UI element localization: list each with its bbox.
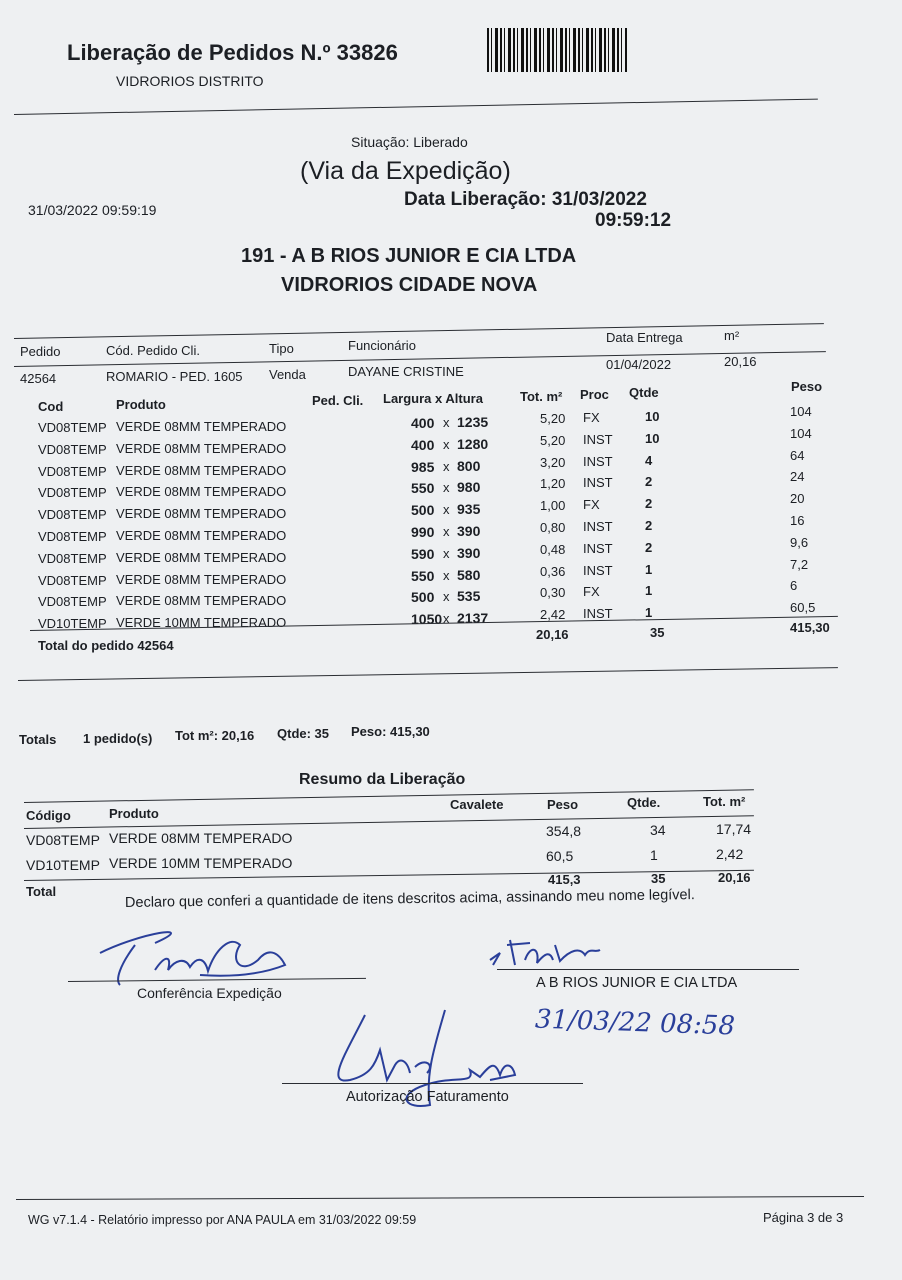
- cell-produto: VERDE 08MM TEMPERADO: [116, 549, 287, 565]
- col-data-entrega: Data Entrega: [606, 330, 683, 345]
- totals-pedidos: 1 pedido(s): [83, 731, 153, 746]
- cell-cod: VD08TEMP: [38, 529, 107, 544]
- cell-x: x: [443, 480, 450, 496]
- document-title: Liberação de Pedidos N.º 33826: [67, 40, 398, 65]
- cell-peso: 60,5: [790, 600, 816, 616]
- cell-largura: 550: [411, 480, 435, 497]
- items-total-qtde: 35: [650, 625, 665, 640]
- totals-row: [0, 724, 902, 748]
- signature-line: [497, 969, 799, 970]
- cell-altura: 580: [457, 566, 481, 583]
- cell-qtde: 2: [645, 496, 653, 512]
- store-name: VIDRORIOS CIDADE NOVA: [281, 274, 538, 296]
- cell-qtde: 10: [645, 409, 660, 424]
- items-total-label: Total do pedido 42564: [38, 638, 174, 653]
- cell-proc: INST: [583, 453, 613, 469]
- signature-conferencia: [80, 915, 320, 995]
- cell-qtde: 1: [645, 583, 653, 599]
- summary-row: [0, 821, 902, 848]
- cell-tot-m2: 0,36: [540, 563, 566, 579]
- cell-produto: VERDE 08MM TEMPERADO: [116, 484, 287, 500]
- cell-tot-m2: 0,30: [540, 585, 566, 601]
- via-label: (Via da Expedição): [300, 157, 511, 185]
- cell-tot-m2: 3,20: [540, 454, 566, 470]
- cell-altura: 800: [457, 457, 481, 474]
- divider: [18, 667, 838, 681]
- cell-cod: VD08TEMP: [38, 594, 107, 610]
- cell-largura: 990: [411, 524, 435, 540]
- order-cod-cli: ROMARIO - PED. 1605: [106, 369, 243, 384]
- cell-cod: VD08TEMP: [38, 572, 107, 588]
- cell-qtde: 2: [645, 518, 653, 533]
- cell-peso: 64: [790, 447, 805, 463]
- col-tipo: Tipo: [269, 341, 294, 356]
- col-tot-m2: Tot. m²: [703, 794, 746, 809]
- cell-cod: VD08TEMP: [38, 550, 107, 566]
- col-tot-m2: Tot. m²: [520, 389, 563, 404]
- divider: [14, 99, 818, 115]
- col-codigo: Código: [26, 808, 71, 823]
- col-produto: Produto: [109, 806, 159, 821]
- cell-produto: VERDE 08MM TEMPERADO: [109, 830, 293, 846]
- cell-largura: 550: [411, 567, 435, 584]
- cell-qtde: 1: [645, 561, 653, 577]
- handwritten-date: 31/03/22 08:58: [534, 1004, 736, 1042]
- cell-largura: 400: [411, 415, 435, 431]
- footer-divider: [16, 1196, 864, 1200]
- cell-largura: 500: [411, 502, 435, 519]
- cell-largura: 1050: [411, 611, 443, 628]
- table-row: [0, 469, 902, 501]
- col-pedido: Pedido: [20, 344, 61, 359]
- barcode: [487, 28, 627, 72]
- col-produto: Produto: [116, 397, 166, 412]
- cell-cod: VD08TEMP: [38, 507, 107, 523]
- cell-largura: 985: [411, 458, 435, 475]
- cell-cod: VD08TEMP: [38, 463, 107, 479]
- cell-altura: 935: [457, 501, 481, 518]
- totals-m2: Tot m²: 20,16: [175, 728, 255, 743]
- cell-largura: 500: [411, 589, 435, 606]
- totals-label: Totals: [19, 732, 57, 747]
- cell-peso: 9,6: [790, 534, 809, 550]
- cell-tot-m2: 1,00: [540, 498, 566, 514]
- col-ped-cli: Ped. Cli.: [312, 393, 364, 408]
- cell-peso: 60,5: [546, 848, 574, 864]
- cell-tot-m2: 0,80: [540, 520, 566, 535]
- release-date: Data Liberação: 31/03/2022: [404, 189, 647, 210]
- summary-total-label: Total: [26, 884, 57, 899]
- cell-x: x: [443, 545, 450, 561]
- cell-tot-m2: 17,74: [716, 821, 752, 837]
- cell-cod: VD10TEMP: [38, 616, 107, 632]
- cell-x: x: [443, 589, 450, 605]
- cell-tot-m2: 5,20: [540, 432, 566, 448]
- order-data-entrega: 01/04/2022: [606, 357, 672, 372]
- totals-qtde: Qtde: 35: [277, 726, 330, 741]
- cell-tot-m2: 2,42: [716, 846, 744, 862]
- cell-proc: INST: [583, 519, 613, 534]
- cell-qtde: 2: [645, 539, 653, 555]
- summary-total-qtde: 35: [651, 871, 666, 886]
- cell-peso: 7,2: [790, 556, 809, 572]
- cell-peso: 354,8: [546, 823, 582, 839]
- cell-qtde: 1: [645, 605, 653, 621]
- cell-qtde: 34: [650, 822, 666, 838]
- cell-altura: 390: [457, 544, 481, 561]
- client-name: 191 - A B RIOS JUNIOR E CIA LTDA: [241, 245, 577, 267]
- signature-line: [282, 1083, 583, 1084]
- cell-peso: 24: [790, 469, 805, 485]
- cell-qtde: 10: [645, 430, 660, 446]
- cell-proc: INST: [583, 562, 613, 578]
- order-m2: 20,16: [724, 354, 757, 369]
- autorizacao-label: Autorização Faturamento: [346, 1089, 509, 1105]
- col-funcionario: Funcionário: [348, 338, 416, 353]
- company-label: A B RIOS JUNIOR E CIA LTDA: [536, 975, 738, 991]
- cell-tot-m2: 2,42: [540, 607, 566, 623]
- summary-row: [0, 846, 902, 873]
- cell-x: x: [443, 524, 450, 539]
- cell-altura: 980: [457, 479, 481, 496]
- cell-qtde: 1: [650, 847, 658, 863]
- cell-largura: 400: [411, 436, 435, 453]
- footer-page-number: Página 3 de 3: [763, 1210, 844, 1225]
- col-cavalete: Cavalete: [450, 797, 504, 812]
- cell-peso: 104: [790, 404, 812, 419]
- cell-qtde: 4: [645, 452, 653, 468]
- cell-codigo: VD10TEMP: [26, 857, 100, 873]
- order-funcionario: DAYANE CRISTINE: [348, 364, 464, 379]
- cell-produto: VERDE 08MM TEMPERADO: [116, 462, 287, 478]
- col-qtde: Qtde.: [627, 795, 661, 810]
- cell-tot-m2: 0,48: [540, 541, 566, 557]
- summary-total-tot: 20,16: [718, 870, 751, 885]
- col-m2: m²: [724, 328, 740, 343]
- order-row: [0, 354, 902, 386]
- cell-produto: VERDE 08MM TEMPERADO: [116, 593, 287, 609]
- cell-peso: 104: [790, 425, 812, 441]
- footer-printed-by: WG v7.1.4 - Relatório impresso por ANA PAULA em 31/03/2022 09:59: [28, 1213, 417, 1227]
- cell-produto: VERDE 08MM TEMPERADO: [116, 528, 287, 543]
- cell-peso: 20: [790, 491, 805, 507]
- cell-altura: 1235: [457, 414, 489, 430]
- cell-proc: FX: [583, 497, 600, 513]
- cell-cod: VD08TEMP: [38, 485, 107, 501]
- declaration-text: Declaro que conferi a quantidade de itens descritos acima, assinando meu nome legível.: [124, 887, 695, 911]
- cell-peso: 6: [790, 578, 798, 594]
- cell-x: x: [443, 458, 450, 474]
- order-pedido: 42564: [20, 371, 57, 386]
- summary-total-peso: 415,3: [548, 872, 581, 887]
- conferencia-label: Conferência Expedição: [137, 985, 282, 1001]
- cell-x: x: [443, 611, 450, 627]
- cell-proc: FX: [583, 410, 600, 425]
- cell-x: x: [443, 415, 450, 430]
- cell-x: x: [443, 567, 450, 583]
- col-dimensions: Largura x Altura: [383, 391, 483, 406]
- cell-proc: INST: [583, 606, 613, 622]
- summary-header-row: [0, 794, 902, 823]
- cell-altura: 1280: [457, 435, 489, 452]
- cell-proc: INST: [583, 475, 613, 491]
- summary-title: Resumo da Liberação: [299, 771, 466, 788]
- table-row: [0, 556, 902, 588]
- cell-tot-m2: 1,20: [540, 476, 566, 492]
- items-total-m2: 20,16: [536, 627, 569, 642]
- items-total-peso: 415,30: [790, 620, 830, 635]
- col-cod-cli: Cód. Pedido Cli.: [106, 343, 200, 358]
- cell-proc: INST: [583, 431, 613, 447]
- cell-altura: 390: [457, 523, 481, 539]
- cell-altura: 2137: [457, 610, 489, 627]
- cell-produto: VERDE 08MM TEMPERADO: [116, 419, 287, 434]
- cell-cod: VD08TEMP: [38, 420, 107, 435]
- print-datetime: 31/03/2022 09:59:19: [28, 202, 157, 218]
- cell-peso: 16: [790, 513, 805, 528]
- cell-altura: 535: [457, 588, 481, 605]
- cell-x: x: [443, 502, 450, 518]
- cell-codigo: VD08TEMP: [26, 832, 100, 848]
- col-qtde: Qtde: [629, 385, 659, 400]
- cell-x: x: [443, 436, 450, 452]
- cell-cod: VD08TEMP: [38, 441, 107, 457]
- cell-produto: VERDE 08MM TEMPERADO: [116, 571, 287, 587]
- totals-peso: Peso: 415,30: [351, 724, 430, 739]
- signature-company: [485, 925, 625, 975]
- col-proc: Proc: [580, 387, 609, 402]
- cell-produto: VERDE 10MM TEMPERADO: [109, 855, 293, 871]
- document-subtitle: VIDRORIOS DISTRITO: [116, 73, 264, 89]
- order-tipo: Venda: [269, 367, 306, 382]
- cell-proc: FX: [583, 584, 600, 600]
- status-label: Situação: Liberado: [351, 134, 468, 150]
- cell-qtde: 2: [645, 474, 653, 490]
- col-cod: Cod: [38, 399, 64, 414]
- cell-proc: INST: [583, 540, 613, 556]
- release-time: 09:59:12: [595, 210, 672, 231]
- cell-largura: 590: [411, 545, 435, 562]
- col-peso: Peso: [791, 379, 823, 394]
- cell-tot-m2: 5,20: [540, 411, 566, 426]
- col-peso: Peso: [547, 797, 579, 812]
- cell-produto: VERDE 08MM TEMPERADO: [116, 506, 287, 522]
- cell-produto: VERDE 10MM TEMPERADO: [116, 615, 287, 631]
- cell-produto: VERDE 08MM TEMPERADO: [116, 440, 287, 456]
